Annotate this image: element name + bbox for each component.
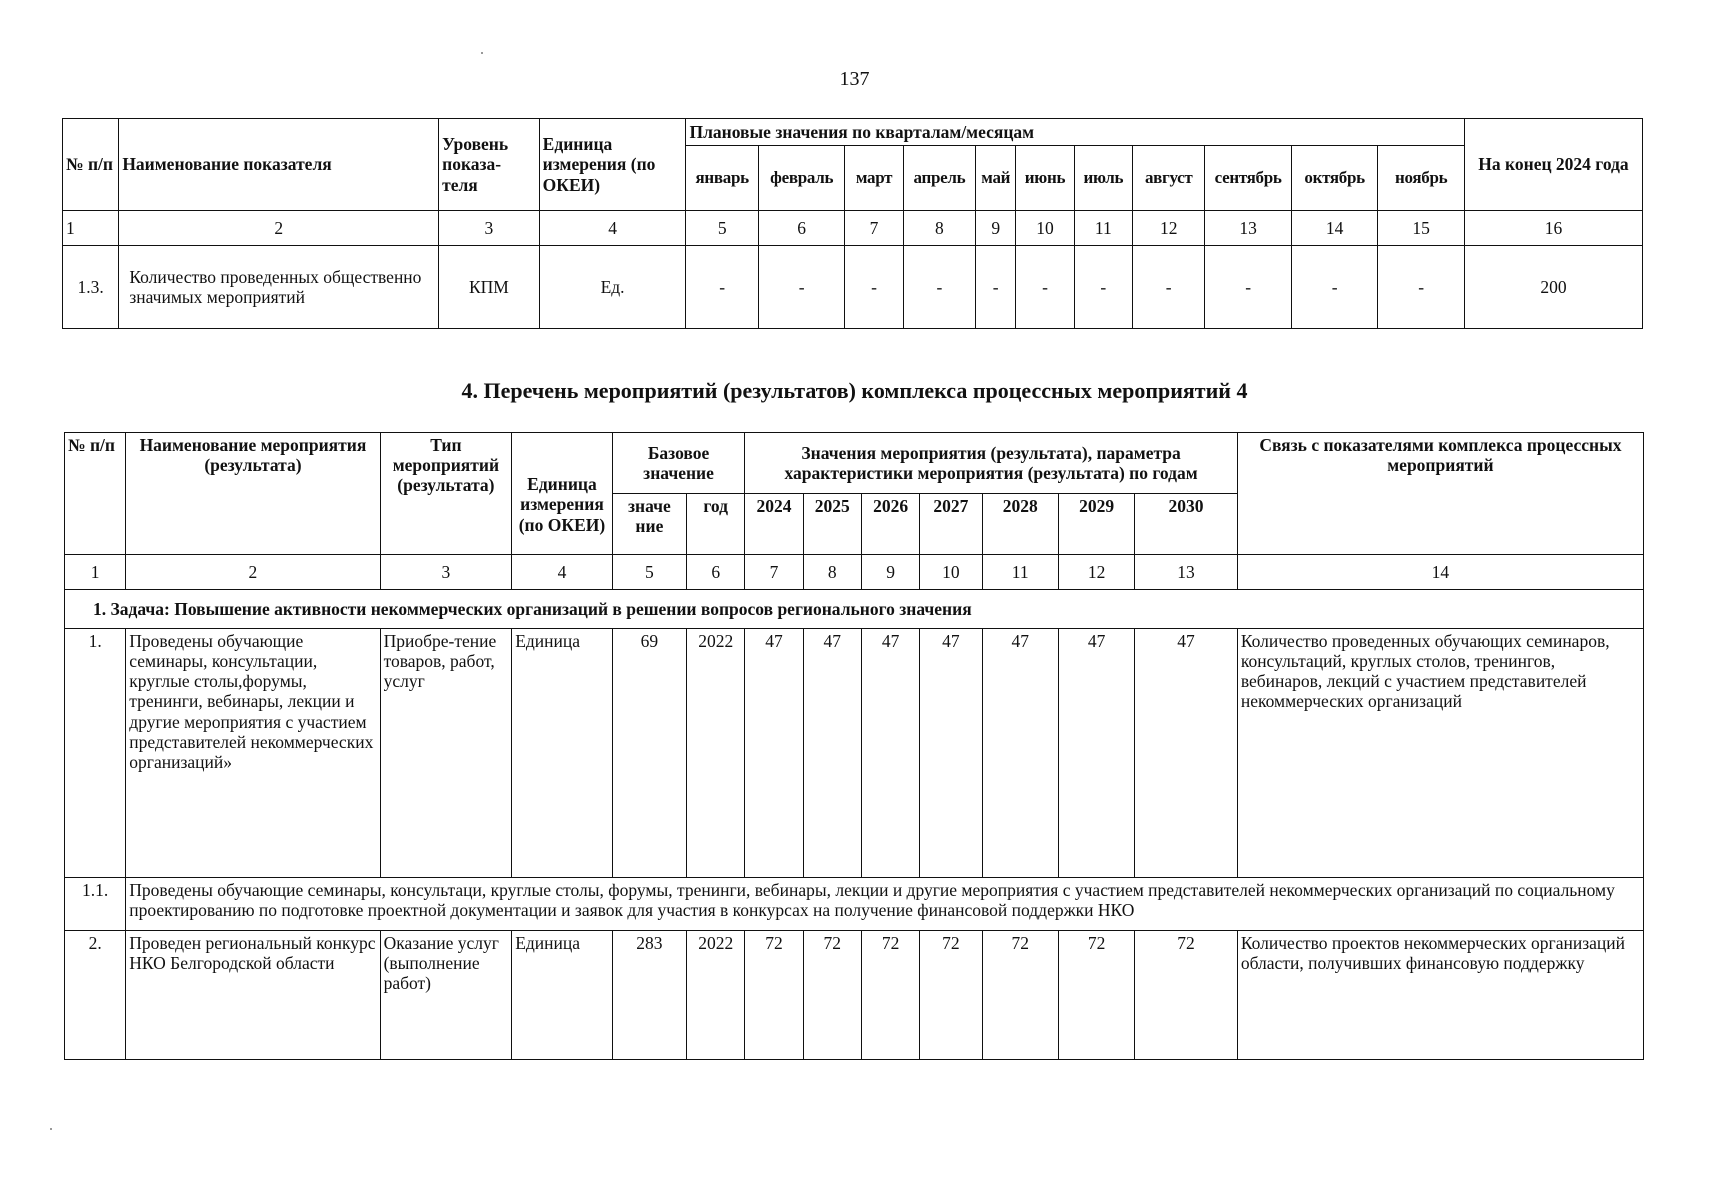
column-number: 3 [380, 555, 512, 590]
header-base-year: год [687, 494, 745, 555]
header-year: 2029 [1058, 494, 1134, 555]
row-link: Количество проведенных обучающих семинаров, консультаций, круглых столов, тренингов, вебинаров, лекций с участием представителей некоммерческих организаций [1237, 629, 1643, 878]
header-month: май [976, 146, 1016, 211]
header-level: Уровень показа-теля [439, 119, 540, 211]
page-number: 137 [839, 68, 870, 90]
column-number: 5 [686, 211, 758, 246]
row-unit: Ед. [539, 246, 686, 329]
column-number: 12 [1132, 211, 1204, 246]
header-link: Связь с показателями комплекса процессных мероприятий [1237, 433, 1643, 555]
column-number: 3 [439, 211, 540, 246]
row-month-value: - [1291, 246, 1377, 329]
column-number: 5 [612, 555, 686, 590]
row-month-value: - [1205, 246, 1291, 329]
header-year-end: На конец 2024 года [1464, 119, 1642, 211]
header-base: Базовое значение [612, 433, 745, 494]
row-link: Количество проектов некоммерческих организаций области, получивших финансовую поддержку [1237, 931, 1643, 1060]
column-number: 4 [512, 555, 613, 590]
row-year-value: 72 [1135, 931, 1238, 1060]
header-month: февраль [758, 146, 844, 211]
header-month: август [1132, 146, 1204, 211]
column-number: 7 [845, 211, 903, 246]
row-year-value: 47 [803, 629, 861, 878]
header-num: № п/п [65, 433, 126, 555]
header-name: Наименование показателя [119, 119, 439, 211]
row-year-value: 47 [1135, 629, 1238, 878]
table-row [65, 931, 1644, 1060]
column-number: 9 [861, 555, 919, 590]
column-number: 14 [1291, 211, 1377, 246]
row-year-end: 200 [1464, 246, 1642, 329]
row-year-value: 47 [861, 629, 919, 878]
row-base-year: 2022 [687, 629, 745, 878]
table-row [63, 246, 1643, 329]
row-year-value: 72 [803, 931, 861, 1060]
row-month-value: - [845, 246, 903, 329]
column-number: 13 [1205, 211, 1291, 246]
column-number: 7 [745, 555, 803, 590]
header-name: Наименование мероприятия (результата) [126, 433, 380, 555]
column-number: 8 [903, 211, 975, 246]
column-number: 14 [1237, 555, 1643, 590]
header-year: 2028 [982, 494, 1058, 555]
header-base-value: значе ние [612, 494, 686, 555]
table-row [65, 629, 1644, 878]
row-month-value: - [903, 246, 975, 329]
row-month-value: - [1074, 246, 1132, 329]
row-month-value: - [1378, 246, 1465, 329]
subrow [65, 878, 1644, 931]
row-year-value: 47 [1058, 629, 1134, 878]
row-year-value: 47 [982, 629, 1058, 878]
header-month: июнь [1016, 146, 1074, 211]
column-number: 11 [1074, 211, 1132, 246]
row-type: Оказание услуг (выполнение работ) [380, 931, 512, 1060]
row-base-value: 283 [612, 931, 686, 1060]
scan-speck [50, 1128, 52, 1130]
row-year-value: 72 [982, 931, 1058, 1060]
row-num: 2. [65, 931, 126, 1060]
row-type: Приобре-тение товаров, работ, услуг [380, 629, 512, 878]
row-month-value: - [758, 246, 844, 329]
row-year-value: 72 [1058, 931, 1134, 1060]
row-unit: Единица [512, 629, 613, 878]
column-number: 4 [539, 211, 686, 246]
row-year-value: 72 [920, 931, 982, 1060]
column-number: 8 [803, 555, 861, 590]
header-year: 2026 [861, 494, 919, 555]
column-number: 6 [758, 211, 844, 246]
header-month: март [845, 146, 903, 211]
row-unit: Единица [512, 931, 613, 1060]
header-year: 2024 [745, 494, 803, 555]
column-number: 11 [982, 555, 1058, 590]
column-number: 9 [976, 211, 1016, 246]
row-month-value: - [976, 246, 1016, 329]
header-month: апрель [903, 146, 975, 211]
header-month: октябрь [1291, 146, 1377, 211]
header-month: сентябрь [1205, 146, 1291, 211]
header-values: Значения мероприятия (результата), параметра характеристики мероприятия (результата) по годам [745, 433, 1237, 494]
column-number: 13 [1135, 555, 1238, 590]
header-num: № п/п [63, 119, 119, 211]
row-year-value: 47 [920, 629, 982, 878]
row-base-year: 2022 [687, 931, 745, 1060]
column-number: 16 [1464, 211, 1642, 246]
row-month-value: - [686, 246, 758, 329]
row-base-value: 69 [612, 629, 686, 878]
row-year-value: 72 [745, 931, 803, 1060]
header-month: июль [1074, 146, 1132, 211]
row-num: 1.3. [63, 246, 119, 329]
row-month-value: - [1016, 246, 1074, 329]
row-year-value: 47 [745, 629, 803, 878]
header-unit: Единица измерения (по ОКЕИ) [512, 433, 613, 555]
row-num: 1. [65, 629, 126, 878]
section-title: 4. Перечень мероприятий (результатов) комплекса процессных мероприятий 4 [461, 378, 1248, 403]
header-month: январь [686, 146, 758, 211]
column-number: 10 [1016, 211, 1074, 246]
row-level: КПМ [439, 246, 540, 329]
subrow-num: 1.1. [65, 878, 126, 931]
row-name: Количество проведенных общественно значимых мероприятий [119, 246, 439, 329]
column-number: 2 [119, 211, 439, 246]
task-row [65, 590, 1644, 629]
row-name: Проведен региональный конкурс НКО Белгородской области [126, 931, 380, 1060]
header-type: Тип мероприятий (результата) [380, 433, 512, 555]
header-month: ноябрь [1378, 146, 1465, 211]
row-month-value: - [1132, 246, 1204, 329]
activities-table [64, 432, 1644, 1060]
header-planned: Плановые значения по кварталам/месяцам [686, 119, 1464, 146]
column-number: 10 [920, 555, 982, 590]
indicators-table [62, 118, 1643, 329]
column-number: 1 [65, 555, 126, 590]
column-number: 15 [1378, 211, 1465, 246]
row-year-value: 72 [861, 931, 919, 1060]
column-number: 6 [687, 555, 745, 590]
column-number: 2 [126, 555, 380, 590]
subrow-text: Проведены обучающие семинары, консультаци, круглые столы, форумы, тренинги, вебинары, лекции и другие мероприятия с участием представителей некоммерческих организаций по социальному проектированию по подготовке проектной документации и заявок для участия в конкурсах на получение финансовой поддержки НКО [126, 878, 1644, 931]
column-number: 1 [63, 211, 119, 246]
task-text: 1. Задача: Повышение активности некоммерческих организаций в решении вопросов регионального значения [65, 590, 1644, 629]
header-year: 2030 [1135, 494, 1238, 555]
header-unit: Единица измерения (по ОКЕИ) [539, 119, 686, 211]
header-year: 2027 [920, 494, 982, 555]
column-number: 12 [1058, 555, 1134, 590]
row-name: Проведены обучающие семинары, консультации, круглые столы,форумы, тренинги, вебинары, лекции и другие мероприятия с участием представителей некоммерческих организаций» [126, 629, 380, 878]
header-year: 2025 [803, 494, 861, 555]
scan-speck [481, 52, 483, 54]
